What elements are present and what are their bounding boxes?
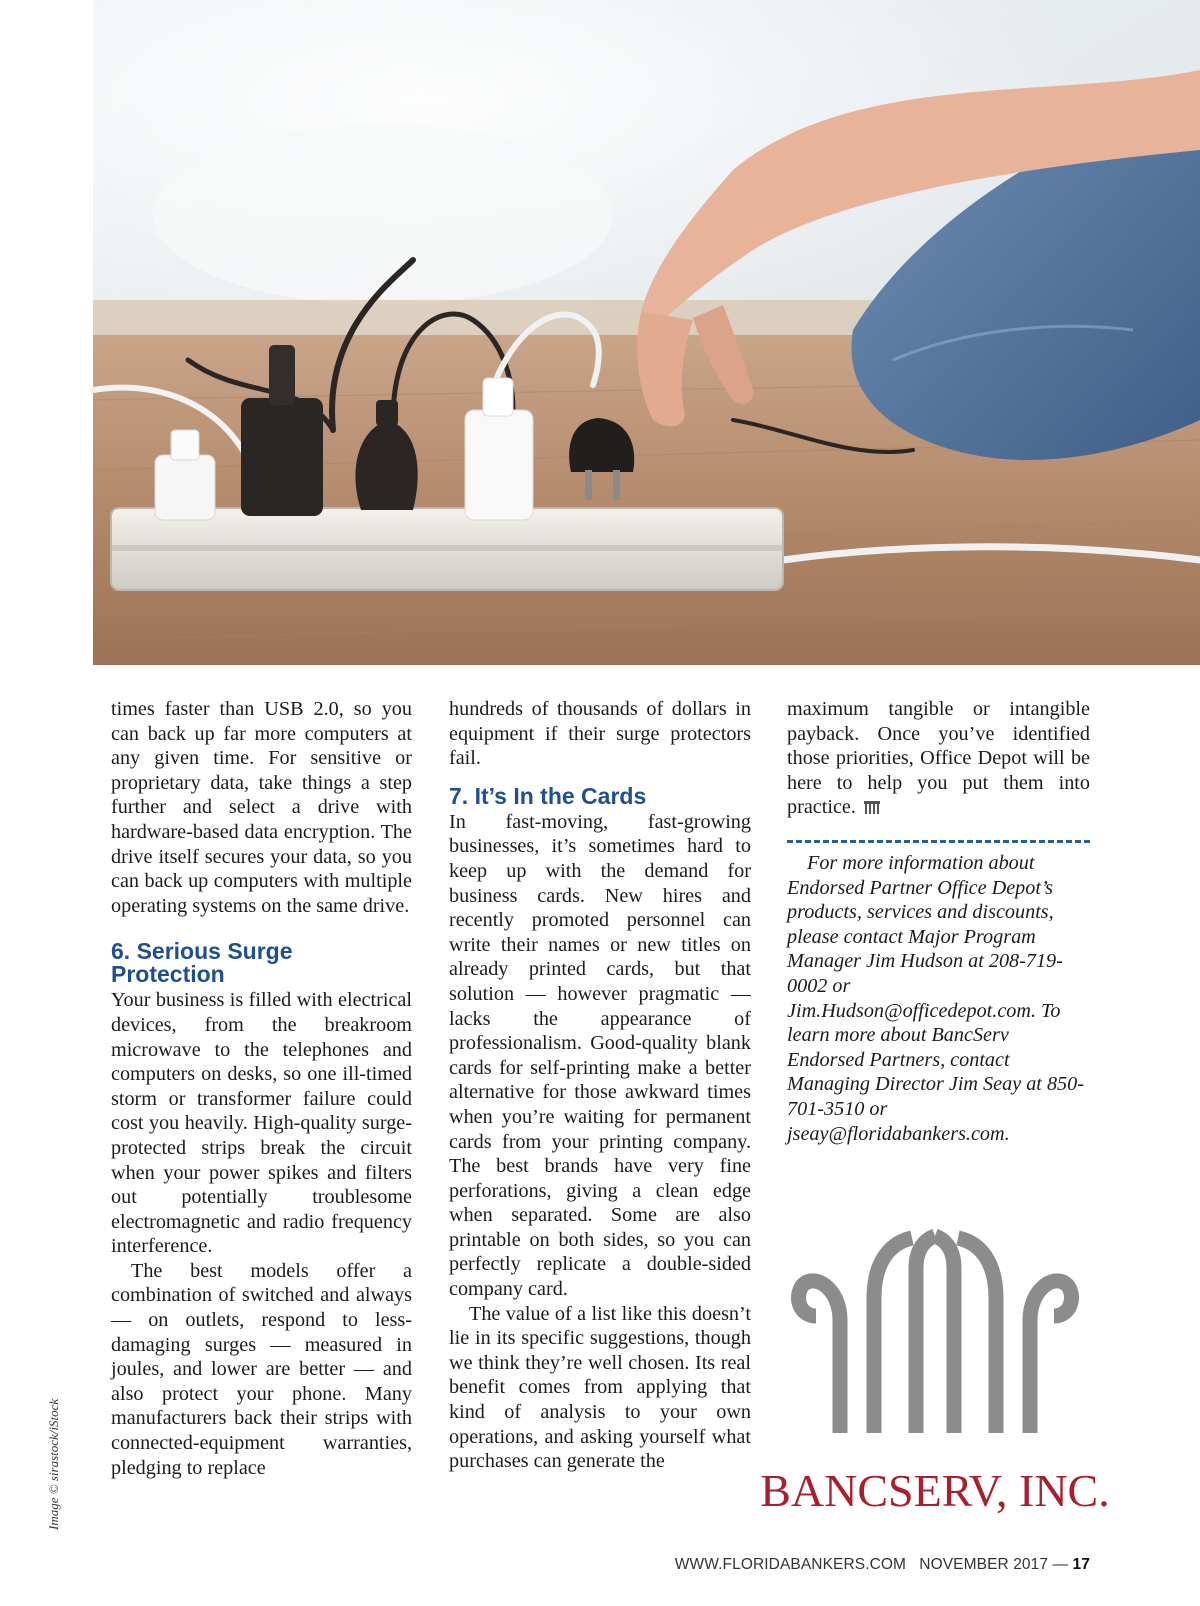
image-credit: Image © sirastock/iStock bbox=[46, 1398, 61, 1530]
closing-text: maximum tangible or intangible payback. Once you’ve identified those priorities, Office Depot will be here to help you put them into practice. bbox=[787, 698, 1090, 819]
body-paragraph: times faster than USB 2.0, so you can back up far more computers at any given time. For sensitive or proprietary data, take things a step further and select a drive with hardware-based data encryption. The drive itself secures your data, so you can back up computers with multiple operating systems on the same drive. bbox=[111, 698, 412, 917]
body-paragraph: The value of a list like this doesn’t lie in its specific suggestions, though we think they’re well chosen. Its real benefit comes from applying that kind of analysis to your own operations, and asking yourself what purchases can generate the bbox=[449, 1302, 751, 1473]
column-3 bbox=[787, 697, 1090, 1146]
footer-date: NOVEMBER 2017 bbox=[919, 1556, 1049, 1573]
page-footer bbox=[675, 1556, 1090, 1574]
body-paragraph: In fast-moving, fast-growing businesses, it’s sometimes hard to keep up with the demand for business cards. New hires and recently promoted personnel can write their names or new titles on already printed cards, but that solution — however pragmatic — lacks the appearance of professionalism. Good-quality blank cards for self-printing make a better alternative for those awkward times when you’re waiting for permanent cards from your printing company. The best brands have very fine perforations, giving a clean edge when separated. Some are also printable on both sides, so you can perfectly replicate a double-sided company card. bbox=[449, 810, 751, 1301]
bancserv-logo bbox=[760, 1228, 1110, 1518]
page-number: 17 bbox=[1072, 1556, 1090, 1573]
column-2 bbox=[449, 697, 751, 1474]
body-paragraph bbox=[787, 697, 1090, 822]
body-paragraph: The best models offer a combination of switched and always — on outlets, respond to less-damaging surges — measured in joules, and lower are better — and also protect your phone. Many manufacturers back their strips with connected-equipment warranties, pledging to replace bbox=[111, 1259, 412, 1479]
bancserv-pillar-logo-icon bbox=[760, 1228, 1110, 1518]
contact-text: For more information about Endorsed Partner Office Depot’s products, services and discounts, please contact Major Program Manager Jim Hudson at 208-719-0002 or Jim.Hudson@officedepot.com. To learn more about BancServ Endorsed Partners, contact Managing Director Jim Seay at 850-701-3510 or jseay@floridabankers.com. bbox=[787, 851, 1084, 1145]
body-paragraph: hundreds of thousands of dollars in equipment if their surge protectors fail. bbox=[449, 698, 751, 770]
power-strip-photo bbox=[93, 0, 1200, 665]
section-heading-6: 6. Serious Surge Protection bbox=[111, 938, 293, 988]
footer-site: WWW.FLORIDABANKERS.COM bbox=[674, 1556, 907, 1573]
dashed-divider bbox=[787, 840, 1090, 843]
logo-text: BANCSERV, INC. bbox=[760, 1465, 1110, 1516]
contact-info bbox=[787, 851, 1090, 1146]
footer-separator: — bbox=[1052, 1556, 1069, 1573]
end-mark-icon bbox=[864, 797, 880, 822]
column-1 bbox=[111, 697, 412, 1480]
hero-photo bbox=[93, 0, 1200, 665]
body-paragraph: Your business is filled with electrical devices, from the breakroom microwave to the telephones and computers on desks, so one ill-timed storm or transformer failure could cost you heavily. High-quality surge-protected strips break the circuit when your power spikes and filters out potentially troublesome electromagnetic and radio frequency interference. bbox=[111, 989, 412, 1258]
section-heading-7: 7. It’s In the Cards bbox=[449, 782, 647, 809]
